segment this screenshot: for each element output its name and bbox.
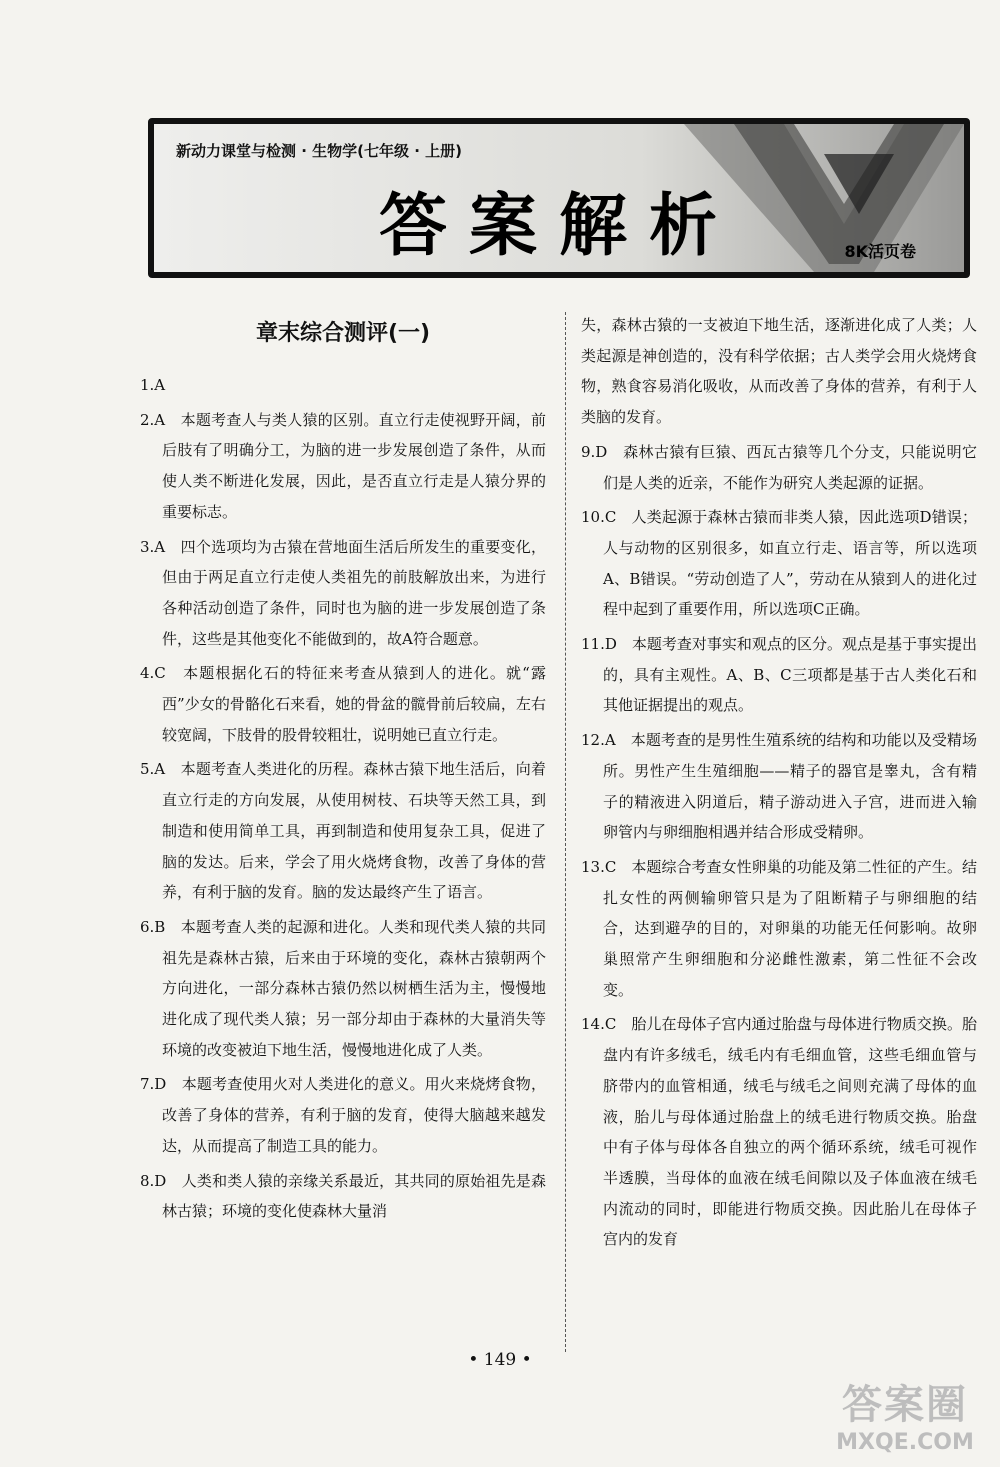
answer-explanation: 本题考查人类进化的历程。森林古猿下地生活后，向着直立行走的方向发展，从使用树枝、石块等天然工具，到制造和使用简单工具，再到制造和使用复杂工具，促进了脑的发达。后来，学会了用火烧烤食物，改善了身体的营养，有利于脑的发育。脑的发达最终产生了语言。 <box>162 760 546 902</box>
answer-banner <box>148 118 970 278</box>
answer-number: 8.D <box>140 1171 167 1190</box>
answer-number: 2.A <box>140 410 166 429</box>
answer-number: 12.A <box>581 731 616 750</box>
book-series-title: 新动力课堂与检测 · 生物学(七年级 · 上册) <box>176 142 462 160</box>
answer-explanation: 本题综合考查女性卵巢的功能及第二性征的产生。结扎女性的两侧输卵管只是为了阻断精子与卵细胞的结合，达到避孕的目的，对卵巢的功能无任何影响。故卵巢照常产生卵细胞和分泌雌性激素，第二性征不会改变。 <box>603 857 977 999</box>
edition-tag: 8K活页卷 <box>844 242 916 261</box>
left-answer-list <box>140 370 546 1227</box>
answer-number: 4.C <box>140 664 166 683</box>
answer-explanation: 本题根据化石的特征来考查从猿到人的进化。就“露西”少女的骨骼化石来看，她的骨盆的髋骨前后较扁，左右较宽阔，下肢骨的股骨较粗壮，说明她已直立行走。 <box>162 664 546 744</box>
column-divider <box>565 312 566 1352</box>
answer-number: 13.C <box>581 857 617 876</box>
answer-item <box>140 912 546 1066</box>
right-answer-list <box>581 310 977 1255</box>
answer-explanation: 本题考查使用火对人类进化的意义。用火来烧烤食物，改善了身体的营养，有利于脑的发育，使得大脑越来越发达，从而提高了制造工具的能力。 <box>162 1075 546 1155</box>
answer-explanation: 本题考查的是男性生殖系统的结构和功能以及受精场所。男性产生生殖细胞——精子的器官是睾丸，含有精子的精液进入阴道后，精子游动进入子宫，进而进入输卵管内与卵细胞相遇并结合形成受精卵。 <box>603 731 977 842</box>
answer-item <box>581 852 977 1006</box>
answer-item <box>140 370 546 401</box>
answer-number: 9.D <box>581 442 608 461</box>
answer-item <box>140 1069 546 1161</box>
answer-number: 11.D <box>581 635 617 654</box>
answer-explanation: 失，森林古猿的一支被迫下地生活，逐渐进化成了人类；人类起源是神创造的，没有科学依据；古人类学会用火烧烤食物，熟食容易消化吸收，从而改善了身体的营养，有利于人类脑的发育。 <box>581 316 977 427</box>
answer-item <box>140 754 546 908</box>
left-column <box>140 310 546 1231</box>
watermark-url: MXQE.COM <box>836 1430 974 1455</box>
answer-explanation: 本题考查人类的起源和进化。人类和现代类人猿的共同祖先是森林古猿，后来由于环境的变化，森林古猿朝两个方向进化，一部分森林古猿仍然以树栖生活为主，慢慢地进化成了现代类人猿；另一部分却由于森林的大量消失等环境的改变被迫下地生活，慢慢地进化成了人类。 <box>162 917 546 1059</box>
answer-explanation: 人类起源于森林古猿而非类人猿，因此选项D错误；人与动物的区别很多，如直立行走、语言等，所以选项A、B错误。“劳动创造了人”，劳动在从猿到人的进化过程中起到了重要作用，所以选项C正确。 <box>603 508 977 619</box>
answer-item <box>581 310 977 433</box>
section-title: 章末综合测评(一) <box>255 321 431 346</box>
answer-number: 6.B <box>140 917 166 936</box>
answer-explanation: 胎儿在母体子宫内通过胎盘与母体进行物质交换。胎盘内有许多绒毛，绒毛内有毛细血管，这些毛细血管与脐带内的血管相通，绒毛与绒毛之间则充满了母体的血液，胎儿与母体通过胎盘上的绒毛进行物质交换。胎盘中有子体与母体各自独立的两个循环系统，绒毛可视作半透膜，当母体的血液在绒毛间隙以及子体血液在绒毛内流动的同时，即能进行物质交换。因此胎儿在母体子宫内的发育 <box>603 1015 977 1249</box>
answer-explanation: 四个选项均为古猿在营地面生活后所发生的重要变化，但由于两足直立行走使人类祖先的前肢解放出来，为进行各种活动创造了条件，同时也为脑的进一步发展创造了条件，这些是其他变化不能做到的，故A符合题意。 <box>162 537 546 648</box>
answer-number: 3.A <box>140 537 166 556</box>
page-number: • 149 • <box>468 1350 532 1370</box>
watermark-logo-text: 答案圈 <box>842 1382 968 1428</box>
answer-explanation: 本题考查人与类人猿的区别。直立行走使视野开阔，前后肢有了明确分工，为脑的进一步发展创造了条件，从而使人类不断进化发展，因此，是否直立行走是人猿分界的重要标志。 <box>162 410 546 521</box>
right-column <box>581 310 977 1259</box>
answer-number: 5.A <box>140 760 166 779</box>
answer-item <box>581 1009 977 1255</box>
answer-explanation: 本题考查对事实和观点的区分。观点是基于事实提出的，具有主观性。A、B、C三项都是基于古人类化石和其他证据提出的观点。 <box>603 635 977 715</box>
answer-item <box>581 725 977 848</box>
answer-number: 1.A <box>140 376 166 394</box>
answer-number: 10.C <box>581 508 617 527</box>
answer-item <box>581 629 977 721</box>
answer-item <box>581 437 977 498</box>
answer-explanation: 森林古猿有巨猿、西瓦古猿等几个分支，只能说明它们是人类的近亲，不能作为研究人类起源的证据。 <box>603 442 977 492</box>
answer-item <box>140 658 546 750</box>
answer-item <box>140 1166 546 1227</box>
watermark-logo <box>815 1380 995 1460</box>
answer-number: 14.C <box>581 1015 617 1034</box>
answer-explanation: 人类和类人猿的亲缘关系最近，其共同的原始祖先是森林古猿；环境的变化使森林大量消 <box>162 1171 546 1221</box>
banner-title: 答案解析 <box>378 187 739 266</box>
answer-item <box>140 532 546 655</box>
answer-number: 7.D <box>140 1075 167 1094</box>
answer-item <box>140 405 546 528</box>
answer-item <box>581 502 977 625</box>
